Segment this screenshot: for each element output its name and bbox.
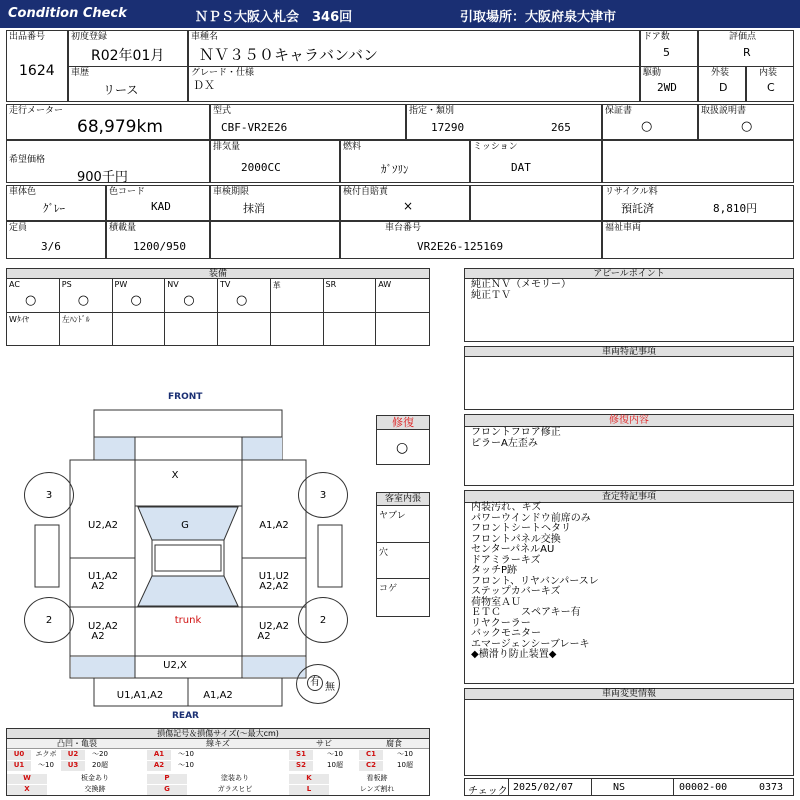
legend-text: ～10: [397, 750, 413, 758]
repair-title: 修復: [377, 416, 429, 430]
legend-code: X: [7, 785, 47, 795]
equipment-label: Wﾀｲﾔ: [9, 315, 29, 324]
legend-code: U2: [61, 750, 85, 760]
warranty-value: ○: [641, 119, 653, 134]
legend-code: P: [147, 774, 187, 784]
tire-rear-right-value: 2: [319, 615, 327, 626]
grade-score-label: 評価点: [729, 32, 757, 42]
grade-spec-label: グレード・仕様: [191, 68, 255, 78]
check-label: チェック: [468, 786, 508, 797]
cabin-item-burn-label: コゲ: [379, 584, 398, 594]
legend-header: 線キズ: [147, 739, 289, 749]
legend-header: 凸凹・亀裂: [7, 739, 147, 749]
spare-presence-indicator: [296, 664, 340, 704]
repair-detail-line: フロントフロア修正: [471, 427, 561, 438]
check-date: 2025/02/07: [513, 782, 574, 793]
doors-label: ドア数: [643, 32, 670, 42]
tire-rear-left: [24, 597, 74, 643]
damage-legend: [6, 728, 430, 796]
price-value: 900千円: [77, 170, 128, 185]
inspection-note-line: リヤクーラー: [471, 617, 531, 629]
equipment-label: TV: [220, 280, 231, 289]
legend-header: 腐食: [359, 739, 429, 749]
manual-value: ○: [741, 119, 753, 134]
change-info-title: 車両変更情報: [465, 689, 793, 700]
drive-label: 駆動: [643, 68, 662, 78]
legend-text: ～10: [178, 761, 194, 769]
appeal-title: アピールポイント: [465, 269, 793, 279]
welfare-label: 福祉車両: [605, 223, 642, 233]
legend-text: レンズ割れ: [359, 785, 395, 793]
drive-value: 2WD: [657, 81, 677, 94]
capacity-value: 3/6: [41, 240, 61, 253]
displacement-label: 排気量: [213, 142, 241, 152]
inspection-note-line: 荷物室ＡＵ: [471, 596, 521, 608]
legend-code: C1: [359, 750, 383, 760]
legend-text: 10超: [327, 761, 343, 769]
front-left-door-damage: U2,A2: [87, 520, 119, 531]
equipment-label: PS: [61, 280, 72, 289]
mid-right-damage-1: U1,U2: [258, 571, 290, 582]
legend-code: U3: [61, 761, 85, 771]
warranty-label: 保証書: [605, 106, 633, 116]
presence-yes-mark: 有: [307, 675, 323, 691]
inspection-notes-title: 査定特記事項: [465, 491, 793, 503]
rear-bumper-right-damage: A1,A2: [203, 690, 233, 701]
mid-right-damage-2: A2,A2: [259, 581, 289, 592]
interior-label: 内装: [759, 68, 778, 78]
recycle-fee: 8,810円: [713, 202, 758, 215]
legend-text: ～10: [38, 761, 54, 769]
front-right-door-damage: A1,A2: [259, 520, 289, 531]
equipment-value: ○: [236, 293, 248, 308]
mid-left-damage-1: U1,A2: [87, 571, 119, 582]
footer-divider-3: [673, 779, 674, 795]
rear-left-damage-2: A2: [91, 631, 105, 642]
rear-gate-damage: U2,X: [163, 660, 187, 671]
repair-value: ○: [396, 440, 409, 456]
displacement-value: 2000CC: [241, 161, 281, 174]
tire-front-right: [298, 472, 348, 518]
windshield-damage: G: [181, 520, 189, 531]
chassis-label: 車台番号: [385, 223, 422, 233]
inspection-note-line: ＥＴＣ スペアキー有: [471, 607, 581, 618]
tire-rear-right: [298, 597, 348, 643]
history-label: 車歴: [71, 68, 90, 78]
legend-code: A1: [147, 750, 171, 760]
mission-label: ミッション: [473, 142, 518, 152]
legend-code: S2: [289, 761, 313, 771]
liability-label: 検付自賠責: [343, 187, 389, 197]
legend-code: G: [147, 785, 187, 795]
liability-value: ×: [403, 199, 414, 213]
mission-value: DAT: [511, 161, 531, 174]
rear-bumper-left-damage: U1,A1,A2: [116, 690, 164, 701]
cabin-title: 客室内張: [377, 493, 429, 506]
diagram-front-label: FRONT: [168, 392, 203, 402]
inspection-note-line: パワーウインドウ前席のみ: [471, 512, 591, 524]
special-notes-title: 車両特記事項: [465, 347, 793, 357]
equipment-value: ○: [77, 293, 90, 308]
car-name-value: ＮＶ３５０キャラバンバン: [199, 46, 378, 64]
inspection-note-line: センターパネルAU: [471, 544, 555, 555]
recycle-status: 預託済: [621, 202, 654, 215]
chassis-value: VR2E26-125169: [417, 240, 504, 253]
inspection-note-line: タッチP跡: [471, 565, 518, 576]
exterior-value: D: [719, 81, 728, 94]
equipment-label: AC: [9, 280, 20, 289]
legend-code: K: [289, 774, 329, 784]
mileage-value: 68,979km: [77, 117, 163, 137]
equipment-value: ○: [130, 293, 142, 308]
legend-text: ～10: [327, 750, 343, 758]
interior-value: C: [767, 81, 775, 94]
designation-label: 指定・類別: [409, 106, 455, 116]
capacity-label: 定員: [9, 223, 28, 233]
legend-text: ～20: [92, 750, 108, 758]
repair-detail-line: ピラーA左歪み: [471, 438, 538, 449]
legend-code: L: [289, 785, 329, 795]
legend-text: ～10: [178, 750, 194, 758]
inspection-note-line: ◆横滑り防止装置◆: [471, 649, 557, 660]
load-label: 積載量: [109, 223, 137, 233]
equipment-label: PW: [114, 280, 128, 289]
car-name-label: 車種名: [191, 32, 219, 42]
designation-number: 17290: [431, 121, 465, 134]
equipment-label: 革: [272, 281, 281, 290]
cabin-item-hole-label: 穴: [379, 548, 389, 558]
load-value: 1200/950: [133, 240, 186, 253]
manual-label: 取扱説明書: [701, 106, 747, 116]
tire-front-left: [24, 472, 74, 518]
inspection-note-line: フロントパネル交換: [471, 533, 561, 545]
footer-divider-2: [591, 779, 592, 795]
cabin-item-tear-label: ヤブレ: [379, 511, 406, 521]
legend-text: エクボ: [35, 750, 57, 758]
legend-text: ガラスヒビ: [217, 785, 253, 793]
inspection-note-line: エマージェンシーブレーキ: [471, 638, 590, 650]
inspection-note-line: フロントシートヘタリ: [471, 523, 571, 534]
body-color-label: 車体色: [9, 187, 37, 197]
history-value: リース: [103, 83, 139, 97]
legend-code: W: [7, 774, 47, 784]
fuel-value: ｶﾞｿﾘﾝ: [381, 163, 409, 176]
legend-code: A2: [147, 761, 171, 771]
inspection-note-line: バックモニター: [471, 628, 541, 639]
first-registration-value: R02年01月: [91, 48, 165, 64]
footer-code-a: 00002-00: [679, 782, 728, 793]
grade-score-value: R: [743, 46, 751, 59]
legend-header: サビ: [289, 739, 359, 749]
legend-code: S1: [289, 750, 313, 760]
diagram-rear-label: REAR: [172, 711, 199, 721]
equipment-value: ○: [183, 293, 195, 308]
fuel-label: 燃料: [343, 142, 362, 152]
mid-left-damage-2: A2: [91, 581, 105, 592]
inspection-expiry-label: 車検期限: [213, 187, 250, 197]
rear-right-damage-1: U2,A2: [258, 621, 290, 632]
price-label: 希望価格: [9, 155, 46, 165]
grade-spec-value: ＤＸ: [193, 79, 215, 92]
tire-rear-left-value: 2: [45, 615, 53, 626]
footer-code-b: 0373: [759, 782, 784, 793]
lot-number-value: 1624: [19, 63, 55, 79]
footer-bar: [464, 778, 794, 796]
equipment-label: SR: [325, 280, 337, 289]
first-registration-label: 初度登録: [71, 32, 108, 42]
tire-front-left-value: 3: [45, 490, 53, 501]
repair-detail-title: 修復内容: [465, 415, 793, 427]
inspection-note-line: ステップカバーキズ: [471, 586, 561, 597]
mileage-label: 走行メーター: [9, 106, 64, 116]
model-label: 型式: [213, 106, 232, 116]
appeal-line: 純正ＮＶ（メモリー）: [471, 279, 571, 290]
inspection-note-line: フロント、リヤバンパースレ: [471, 575, 599, 587]
inspection-note-line: ドアミラーキズ: [471, 554, 541, 566]
legend-text: 交換跡: [84, 785, 106, 793]
rear-left-damage-1: U2,A2: [87, 621, 119, 632]
legend-code: C2: [359, 761, 383, 771]
exterior-label: 外装: [711, 68, 730, 78]
trunk-label: trunk: [174, 615, 202, 626]
equipment-title: 装備: [7, 269, 429, 279]
legend-code: U1: [7, 761, 31, 771]
lot-number-label: 出品番号: [9, 32, 46, 42]
legend-text: 塗装あり: [221, 774, 249, 782]
doors-value: 5: [663, 46, 670, 59]
footer-divider-1: [508, 779, 509, 795]
equipment-label: 左ﾊﾝﾄﾞﾙ: [61, 315, 90, 324]
legend-text: 20超: [92, 761, 108, 769]
header-title: Condition Check: [8, 6, 127, 21]
legend-title: 損傷記号＆損傷サイズ(～最大cm): [7, 729, 429, 739]
inspector-code: NS: [613, 782, 626, 793]
classification-number: 265: [551, 121, 571, 134]
equipment-label: AW: [378, 280, 392, 289]
equipment-value: ○: [25, 293, 37, 308]
recycle-label: リサイクル料: [605, 187, 658, 197]
pickup-location: 引取場所：大阪府泉大津市: [460, 10, 617, 25]
auction-name: ＮＰＳ大阪入札会 346回: [195, 10, 353, 25]
inspection-expiry-value: 抹消: [243, 202, 265, 215]
legend-text: 10超: [397, 761, 413, 769]
legend-text: 板金あり: [81, 774, 109, 782]
body-color-value: ｸﾞﾚｰ: [43, 202, 65, 215]
rear-right-damage-2: A2: [257, 631, 271, 642]
legend-text: 看板跡: [366, 774, 388, 782]
model-value: CBF-VR2E26: [221, 121, 288, 134]
color-code-label: 色コード: [109, 187, 146, 197]
color-code-value: KAD: [151, 200, 171, 213]
legend-code: U0: [7, 750, 31, 760]
hood-damage: X: [171, 470, 179, 481]
appeal-line: 純正ＴＶ: [471, 290, 511, 301]
inspection-note-line: 内装汚れ、キズ: [471, 502, 542, 513]
presence-no-label: 無: [325, 682, 335, 693]
tire-front-right-value: 3: [319, 490, 327, 501]
equipment-label: NV: [167, 280, 179, 289]
